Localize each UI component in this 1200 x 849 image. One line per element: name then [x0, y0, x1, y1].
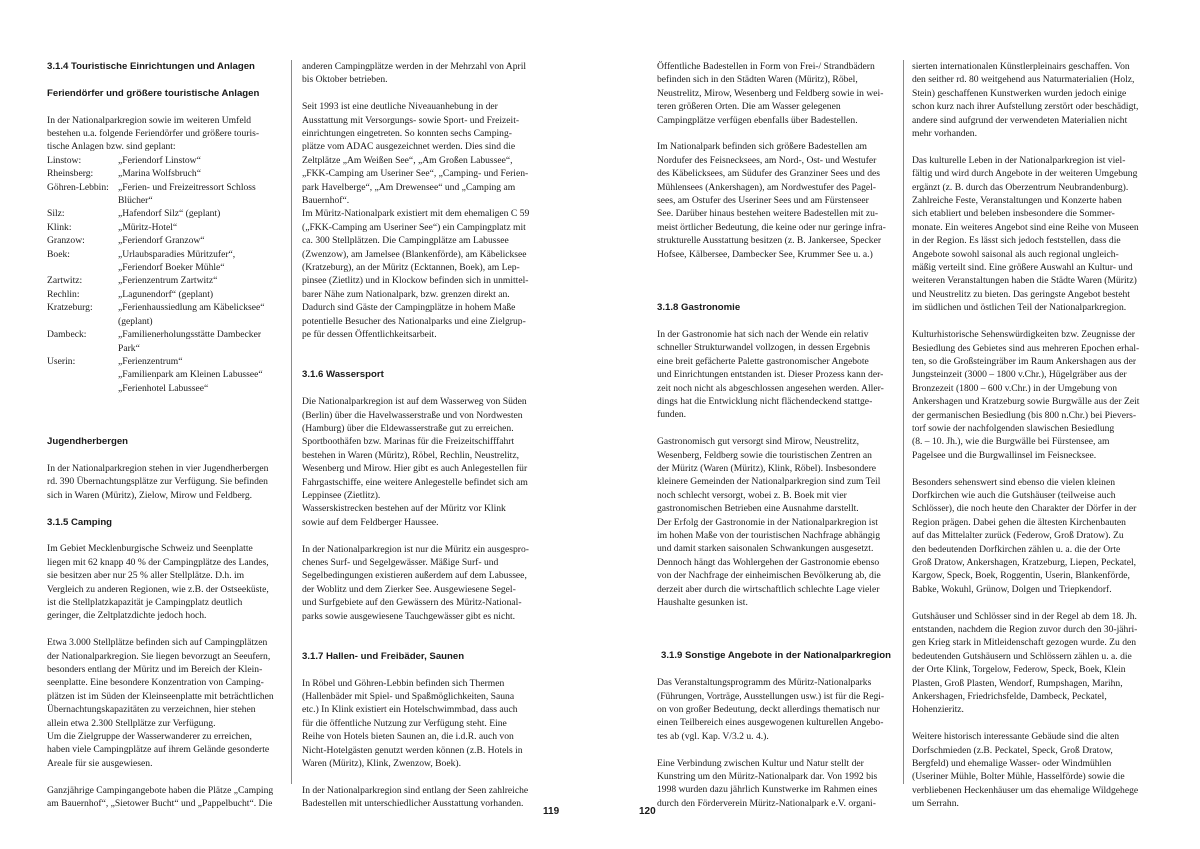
paragraph: In der Nationalparkregion sind entlang der Seen zahlreiche Badestellen mit unterschiedlicher Ausstattung vorhanden. — [302, 784, 529, 810]
column-divider-right — [903, 60, 904, 784]
paragraph: Seit 1993 ist eine deutliche Niveauanhebung in der Ausstattung mit Versorgungs- sowie Sport- und Freizeit- einrichtungen eingetreten. So konnten sechs Camping- plätze vom ADAC ausgezeichnet werden. Dies sind die Zeltplätze „Am Weißen See“, „Am Großen Labussee“, „FKK-Camping am Useriner See“, „Camping- und Ferien- park Havelberge“, „Am Drewensee“ und „Camping am Bauernhof“. Im Müritz-Nationalpark existiert mit dem ehemaligen C 59 („FKK-Camping am Useriner See“) ein Campingplatz mit ca. 300 Stellplätzen. Die Campingplätze am Labussee (Zwenzow), am Jamelsee (Blankenförde), am Käbelicksee (Kratzeburg), an der Müritz (Ecktannen, Boek), am Lep- pinsee (Zietlitz) und in Klockow befinden sich in unmittel- barer Nähe zum Nationalpark, bzw. grenzen direkt an. Dadurch sind Gäste der Campingplätze in hohem Maße potentielle Besucher des Nationalparks und eine Zielgrup- pe für dessen Öffentlichkeitsarbeit. — [302, 101, 530, 341]
paragraph: In der Nationalparkregion ist nur die Müritz ein ausgespro- chenes Surf- und Segelgewässer. Mäßige Surf- und Segelbedingungen existieren außerdem auf dem Labussee, der Woblitz und dem Zierker See. Ausgewiesene Segel- und Surfgebiete auf den Gewässern des Müritz-National- parks sowie ausgewiesene Tauchgewässer gibt es nicht. — [302, 543, 529, 622]
paragraph: In der Nationalparkregion sowie im weiteren Umfeld bestehen u.a. folgende Feriendörfer und größere touris- tische Anlagen bzw. sind geplant: — [47, 114, 260, 153]
place-facility: „Ferien- und Freizeitressort Schloss Blücher“ — [118, 181, 256, 207]
column-2 — [302, 60, 542, 811]
paragraph: sierten internationalen Künstlerpleinairs geschaffen. Von den seither rd. 80 weitgehend aus Naturmaterialien (Holz, Stein) geschaffenen Kunstwerken wurden jedoch einige schon kurz nach ihrer Aufstellung zerstört oder beschädigt, andere sind aufgrund der verwendeten Materialien nicht mehr vorhanden. — [912, 61, 1139, 140]
paragraph: In Röbel und Göhren-Lebbin befinden sich Thermen (Hallenbäder mit Spiel- und Spaßmöglichkeiten, Sauna etc.) In Klink existiert ein Hotelschwimmbad, dass auch für die öffentliche Nutzung zur Verfügung steht. Eine Reihe von Hotels bieten Saunen an, die i.d.R. auch von Nicht-Hotelgästen genutzt werden können (z.B. Hotels in Waren (Müritz), Klink, Zwenzow, Boek). — [302, 677, 523, 770]
paragraph: Eine Verbindung zwischen Kultur und Natur stellt der Kunstring um den Müritz-Nationalpark dar. Von 1992 bis 1998 wurden dazu jährlich Kunstwerke im Rahmen eines durch den Förderverein Müritz-Nationalpark e.V. organi- — [657, 757, 878, 809]
place-facility: „Ferienzentrum Zartwitz“ — [118, 275, 218, 287]
place-facility: „Feriendorf Granzow“ — [118, 235, 205, 247]
paragraph: Das kulturelle Leben in der Nationalparkregion ist viel- fältig und wird durch Angebote in der weiteren Umgebung ergänzt (z. B. durch das Oberzentrum Neubrandenburg). Zahlreiche Feste, Veranstaltungen und Konzerte haben sich etabliert und beleben insbesondere die Sommer- monate. Ein weiteres Angebot sind eine Reihe von Museen in der Region. Es lässt sich jedoch feststellen, dass die Angebote sowohl saisonal als auch regional ungleich- mäßig verteilt sind. Eine größere Auswahl an Kultur- und weiteren Veranstaltungen haben die Städte Waren (Müritz) und Neustrelitz zu bieten. Das geringste Angebot besteht im südlichen und östlichen Teil der Nationalparkregion. — [912, 154, 1139, 314]
paragraph: In der Nationalparkregion stehen in vier Jugendherbergen rd. 390 Übernachtungsplätze zur Verfügung. Sie befinden sich in Waren (Müritz), Zielow, Mirow und Feldberg. — [47, 462, 269, 501]
paragraph: Öffentliche Badestellen in Form von Frei-/ Strandbädern befinden sich in den Städten Waren (Müritz), Röbel, Neustrelitz, Mirow, Wesenberg und Feldberg sowie in wei- teren größeren Orten. Die am Wasser gelegenen Campingplätze verfügen ebenfalls über Badestellen. — [657, 61, 884, 126]
page-number-left: 119 — [543, 806, 560, 817]
paragraph: Gastronomisch gut versorgt sind Mirow, Neustrelitz, Wesenberg, Feldberg sowie die touristischen Zentren an der Müritz (Waren (Müritz), Klink, Röbel). Insbesondere kleinere Gemeinden der Nationalparkregion sind zum Teil noch schlecht versorgt, wobei z. B. Boek mit vier gastronomischen Betrieben eine Ausnahme darstellt. Der Erfolg der Gastronomie in der Nationalparkregion ist im hohen Maße von der touristischen Nachfrage abhängig und damit starken saisonalen Schwankungen ausgesetzt. Dennoch hängt das Wohlergehen der Gastronomie ebenso von der Nachfrage der einheimischen Bevölkerung ab, die derzeit aber durch die wirtschaftlich schlechte Lage vieler Haushalte gesunken ist. — [657, 436, 881, 608]
paragraph: Die Nationalparkregion ist auf dem Wasserweg von Süden (Berlin) über die Havelwasserstraße und von Nordwesten (Hamburg) über die Eldewasserstraße gut zu erreichen. Sportboothäfen bzw. Marinas für die Freizeitschifffahrt bestehen in Waren (Müritz), Röbel, Rechlin, Neustrelitz, Wesenberg und Mirow. Hier gibt es auch Anlegestellen für Fahrgastschiffe, eine weitere Anlegestelle befindet sich am Leppinsee (Zietlitz). Wasserskistrecken bestehen auf der Müritz vor Klink sowie auf dem Feldberger Haussee. — [302, 396, 528, 528]
place-name: Rheinsberg: — [47, 168, 94, 180]
place-facility: „Feriendorf Linstow“ — [118, 154, 201, 166]
column-3 — [657, 60, 895, 810]
place-name: Boek: — [47, 248, 70, 260]
paragraph: Im Gebiet Mecklenburgische Schweiz und Seenplatte liegen mit 62 knapp 40 % der Campingplätze des Landes, sie besitzen aber nur 25 % aller Stellplätze. D.h. im Vergleich zu anderen Regionen, wie z.B. der Ostseeküste, ist die Stellplatzkapazität je Campingplatz deutlich geringer, die Zeltplatzdichte jedoch hoch. — [47, 543, 269, 622]
place-list — [47, 154, 279, 395]
place-name: Kratzeburg: — [47, 302, 93, 314]
paragraph: Kulturhistorische Sehenswürdigkeiten bzw. Zeugnisse der Besiedlung des Gebietes sind aus mehreren Epochen erhal- ten, so die Großsteingräber im Raum Ankershagen aus der Jungsteinzeit (3000 – 1800 v.Chr.), Hügelgräber aus der Bronzezeit (1800 – 600 v.Chr.) in der Umgebung von Ankershagen und Kratzeburg sowie Burgwälle aus der Zeit der germanischen Besiedlung (bis 800 n.Chr.) bei Pievers- torf sowie der nachfolgenden slawischen Besiedlung (8. – 10. Jh.), wie die Burgwälle bei Fürstensee, am Pagelsee und die Burgwallinsel im Feisnecksee. — [912, 329, 1140, 461]
paragraph: Etwa 3.000 Stellplätze befinden sich auf Campingplätzen der Nationalparkregion. Sie liegen bevorzugt an Seeufern, besonders entlang der Müritz und im Bereich der Klein- seenplatte. Eine besondere Konzentration von Camping- plätzen ist im Süden der Kleinseenplatte mit beträchtlichen Übernachtungskapazitäten zu verzeichnen, hier stehen allein etwa 2.300 Stellplätze zur Verfügung. Um die Zielgruppe der Wasserwanderer zu erreichen, haben viele Campingplätze auf ihrem Gelände gesonderte Areale für sie ausgewiesen. — [47, 637, 274, 769]
column-4 — [912, 60, 1152, 811]
section-heading-3-1-6: 3.1.6 Wassersport — [302, 369, 384, 381]
place-facility: „Familienerholungsstätte Dambecker Park“ — [118, 329, 262, 354]
place-name: Dambeck: — [47, 329, 87, 341]
paragraph: Im Nationalpark befinden sich größere Badestellen am Nordufer des Feisnecksees, am Nord-, Ost- und Westufer des Käbelicksees, am Südufer des Granziner Sees und des Mühlensees (Ankershagen), am Nordwestufer des Pagel- sees, am Ostufer des Useriner Sees und am Fürstenseer See. Darüber hinaus bestehen weitere Badestellen mit zu- meist örtlicher Bedeutung, die keine oder nur geringe infra- strukturelle Ausstattung besitzen (z. B. Jankersee, Specker Hofsee, Kälbersee, Dambecker See, Krummer See u. a.) — [657, 141, 886, 260]
place-name: Klink: — [47, 221, 72, 233]
subheading-feriendoerfer: Feriendörfer und größere touristische Anlagen — [47, 87, 260, 99]
paragraph: Weitere historisch interessante Gebäude sind die alten Dorfschmieden (z.B. Peckatel, Speck, Groß Dratow, Bergfeld) und ehemalige Wasser- oder Windmühlen (Useriner Mühle, Bolter Mühle, Hasselförde) sowie die verbliebenen Heckenhäuser um das ehemalige Wildgehege um Serrahn. — [912, 731, 1139, 810]
column-1 — [47, 60, 279, 810]
place-name: Linstow: — [47, 154, 82, 166]
subheading-jugendherbergen: Jugendherbergen — [47, 436, 129, 448]
place-facility: „Lagunendorf“ (geplant) — [118, 288, 214, 300]
place-name: Userin: — [47, 355, 76, 367]
section-heading-3-1-8: 3.1.8 Gastronomie — [657, 302, 741, 314]
paragraph: Ganzjährige Campingangebote haben die Plätze „Camping am Bauernhof“, „Sietower Bucht“ und „Pappelbucht“. Die — [47, 784, 274, 810]
place-facility: „Marina Wolfsbruch“ — [118, 168, 201, 180]
place-facility: „Ferienzentrum“ „Familienpark am Kleinen Labussee“ „Ferienhotel Labussee“ — [118, 355, 263, 394]
page-number-right: 120 — [639, 806, 656, 817]
column-divider-left — [291, 60, 292, 784]
paragraph: In der Gastronomie hat sich nach der Wende ein relativ schneller Strukturwandel vollzogen, in dessen Ergebnis eine breit gefächerte Palette gastronomischer Angebote und Einrichtungen entstanden ist. Dieser Prozess kann der- zeit noch nicht als abgeschlossen angesehen werden. Aller- dings hat die Entwicklung nicht flächendeckend stattge- funden. — [657, 328, 884, 421]
section-heading-3-1-5: 3.1.5 Camping — [47, 516, 113, 528]
place-facility: „Ferienhaussiedlung am Käbelicksee“ (geplant) — [118, 302, 265, 327]
section-heading-3-1-9: 3.1.9 Sonstige Angebote in der Nationalparkregion — [661, 650, 891, 662]
paragraph: Besonders sehenswert sind ebenso die vielen kleinen Dorfkirchen wie auch die Gutshäuser (teilweise auch Schlösser), die noch heute den Charakter der Dörfer in der Region prägen. Dabei gehen die ältesten Kirchenbauten auf das Mittelalter zurück (Federow, Groß Dratow). Zu den bedeutenden Dorfkirchen zählen u. a. die der Orte Groß Dratow, Ankershagen, Kratzeburg, Liepen, Peckatel, Kargow, Speck, Boek, Roggentin, Userin, Blankenförde, Babke, Wokuhl, Grünow, Dolgen und Triepkendorf. — [912, 476, 1137, 595]
paragraph: Gutshäuser und Schlösser sind in der Regel ab dem 18. Jh. entstanden, nachdem die Region zuvor durch den 30-jähri- gen Krieg stark in Mitleidenschaft gezogen wurde. Zu den bedeutenden Gutshäusern und Schlössern zählen u. a. die der Orte Klink, Torgelow, Federow, Speck, Boek, Klein Plasten, Groß Plasten, Wendorf, Rumpshagen, Marihn, Ankershagen, Friedrichsfelde, Dambeck, Peckatel, Hohenzieritz. — [912, 610, 1138, 716]
place-name: Rechlin: — [47, 288, 80, 300]
paragraph: anderen Campingplätze werden in der Mehrzahl von April bis Oktober betrieben. — [302, 61, 527, 86]
place-facility: „Urlaubsparadies Müritzufer“, „Feriendorf Boeker Mühle“ — [118, 248, 236, 274]
place-facility: „Hafendorf Silz“ (geplant) — [118, 208, 221, 220]
section-heading-3-1-4: 3.1.4 Touristische Einrichtungen und Anlagen — [47, 61, 255, 72]
place-name: Silz: — [47, 208, 65, 220]
place-name: Granzow: — [47, 235, 85, 247]
paragraph: Das Veranstaltungsprogramm des Müritz-Nationalparks (Führungen, Vorträge, Ausstellungen usw.) ist für die Regi- on von großer Bedeutung, deckt allerdings thematisch nur einen Teilbereich eines ausgewogenen kulturellen Angebo- tes ab (vgl. Kap. V/3.2 u. 4.). — [657, 677, 885, 742]
place-facility: „Müritz-Hotel“ — [118, 221, 178, 233]
section-heading-3-1-7: 3.1.7 Hallen- und Freibäder, Saunen — [302, 650, 465, 662]
place-name: Zartwitz: — [47, 275, 83, 287]
place-name: Göhren-Lebbin: — [47, 181, 109, 193]
